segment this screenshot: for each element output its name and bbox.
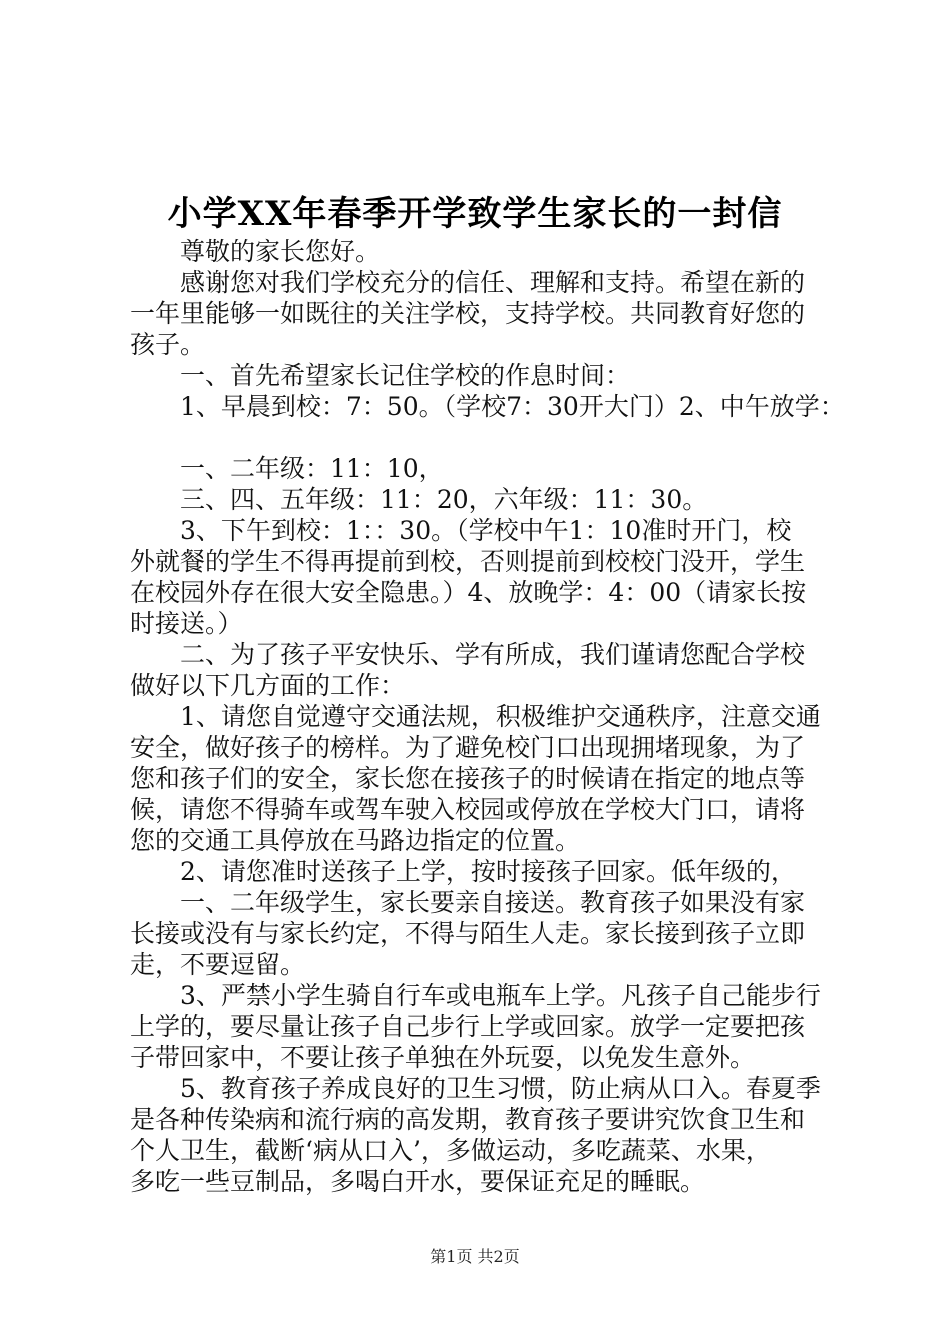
- body-line: 时接送。）: [130, 609, 243, 638]
- document-title: 小学XX年春季开学致学生家长的一封信: [167, 194, 783, 234]
- body-line: 走，不要逗留。: [130, 950, 306, 979]
- body-line: 尊敬的家长您好。: [130, 237, 381, 266]
- body-line: 二、为了孩子平安快乐、学有所成，我们谨请您配合学校: [130, 640, 806, 669]
- body-line: 1、早晨到校：7：50。（学校7：30开大门）2、中午放学：: [130, 392, 845, 421]
- body-line: 在校园外存在很大安全隐患。）4、放晚学：4：00（请家长按: [130, 578, 807, 607]
- body-line: 三、四、五年级：11：20，六年级：11：30。: [130, 485, 708, 514]
- body-line: 您的交通工具停放在马路边指定的位置。: [130, 826, 581, 855]
- page-footer: 第1页 共2页: [430, 1247, 520, 1266]
- body-line: 孩子。: [130, 330, 206, 359]
- body-line: 您和孩子们的安全，家长您在接孩子的时候请在指定的地点等: [130, 764, 806, 793]
- body-line: 做好以下几方面的工作：: [130, 671, 406, 700]
- body-line: 外就餐的学生不得再提前到校，否则提前到校校门没开，学生: [130, 547, 806, 576]
- body-line: 子带回家中，不要让孩子单独在外玩耍，以免发生意外。: [130, 1043, 756, 1072]
- body-line: 长接或没有与家长约定，不得与陌生人走。家长接到孩子立即: [130, 919, 806, 948]
- body-line: 上学的，要尽量让孩子自己步行上学或回家。放学一定要把孩: [130, 1012, 806, 1041]
- body-line: 是各种传染病和流行病的高发期，教育孩子要讲究饮食卫生和: [130, 1105, 806, 1134]
- body-line: 感谢您对我们学校充分的信任、理解和支持。希望在新的: [130, 268, 806, 297]
- body-line: 一年里能够一如既往的关注学校，支持学校。共同教育好您的: [130, 299, 806, 328]
- body-line: 2、请您准时送孩子上学，按时接孩子回家。低年级的，: [130, 857, 796, 886]
- body-line: 3、下午到校：1：：30。（学校中午1：10准时开门，校: [130, 516, 792, 545]
- document-body: [130, 236, 845, 1197]
- body-line: 1、请您自觉遵守交通法规，积极维护交通秩序，注意交通: [130, 702, 821, 731]
- body-line: 安全，做好孩子的榜样。为了避免校门口出现拥堵现象，为了: [130, 733, 806, 762]
- body-line: 5、教育孩子养成良好的卫生习惯，防止病从口入。春夏季: [130, 1074, 821, 1103]
- body-line: 3、严禁小学生骑自行车或电瓶车上学。凡孩子自己能步行: [130, 981, 821, 1010]
- body-line: [130, 422, 834, 453]
- body-line: 一、首先希望家长记住学校的作息时间：: [130, 361, 631, 390]
- body-line: 个人卫生，截断‘病从口入’，多做运动，多吃蔬菜、水果，: [130, 1136, 771, 1165]
- body-line: 一、二年级：11：10，: [130, 454, 444, 483]
- body-line: 多吃一些豆制品，多喝白开水，要保证充足的睡眠。: [130, 1167, 706, 1196]
- body-line: 候，请您不得骑车或驾车驶入校园或停放在学校大门口，请将: [130, 795, 806, 824]
- body-line: 一、二年级学生，家长要亲自接送。教育孩子如果没有家: [130, 888, 806, 917]
